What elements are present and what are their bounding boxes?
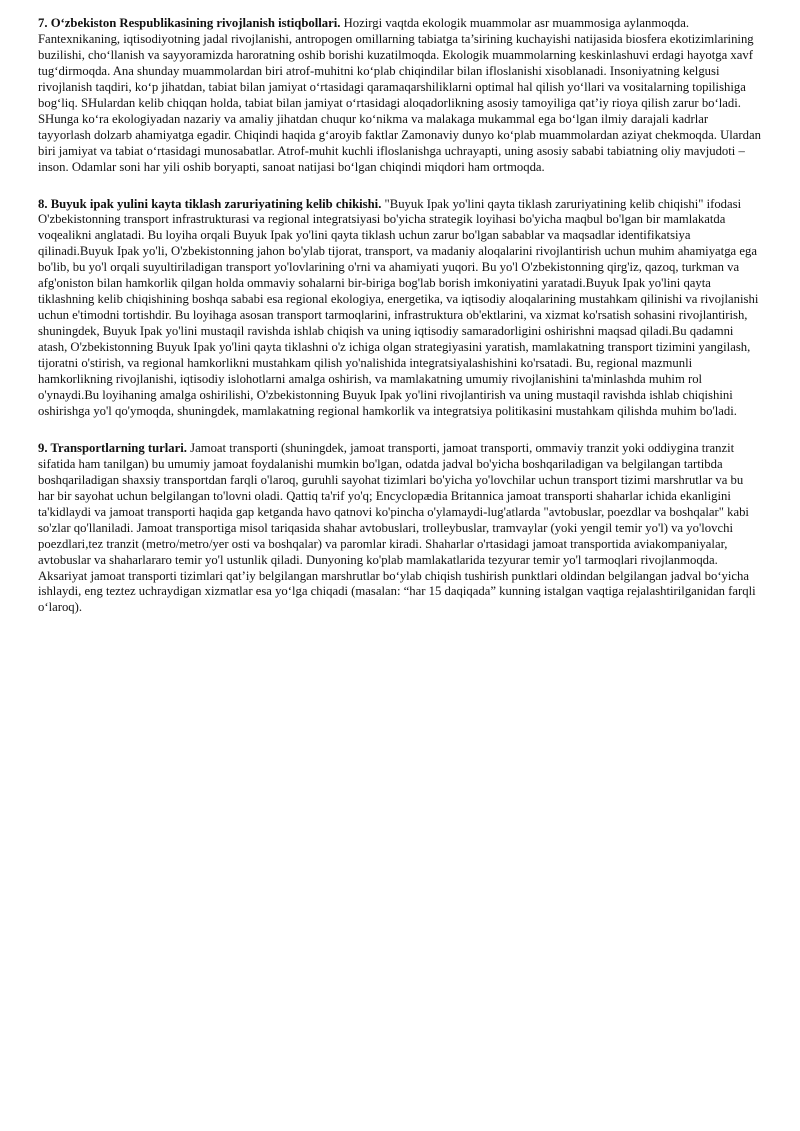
section-9-heading: 9. Transportlarning turlari. <box>38 440 191 455</box>
document-page <box>38 16 762 637</box>
section-7 <box>38 16 762 176</box>
section-8 <box>38 197 762 420</box>
section-7-heading: 7. O‘zbekiston Respublikasining rivojlanish istiqbollari. <box>38 16 344 30</box>
section-7-body: Hozirgi vaqtda ekologik muammolar asr muammosiga aylanmoqda. Fantexnikaning, iqtisodiyotning jadal rivojlanishi, antropogen omillarning tabiatga ta’sirining kuchayishi natijasida biosfera ekotizimlarining buzilishi, cho‘llanish va sayyoramizda haroratning oshib borishi kuzatilmoqda. Ekologik muammolarning keskinlashuvi erdagi hayotga xavf tug‘dirmoqda. Ana shunday muammolardan biri atrof-muhitni ko‘plab chiqindilar bilan ifloslanishi xisoblanadi. Insoniyatning kelgusi rivojlanish taqdiri, ko‘p jihatdan, tabiat bilan jamiyat o‘rtasidagi qaramaqarshiliklarni optimal hal qilish yo‘llari va vositalarning topilishiga bog‘liq. SHulardan kelib chiqqan holda, tabiat bilan jamiyat o‘rtasidagi aloqadorlikning asosiy tamoyiliga qat’iy rioya qilish zarur bo‘ladi. SHunga ko‘ra ekologiyadan nazariy va amaliy jihatdan chuqur ko‘nikma va malakaga mukammal ega bo‘lgan ilmiy darajali kadrlar tayyorlash dolzarb ahamiyatga egadir. Chiqindi haqida g‘aroyib faktlar Zamonaviy dunyo ko‘plab muammolardan aziyat chekmoqda. Ulardan biri jamiyat va tabiat o‘rtasidagi munosabatlar. Atrof-muhit kuchli ifloslanishga uchrayapti, uning asosiy sababi tabiatning oliy mavjudoti – inson. Odamlar soni har yili oshib boryapti, sanoat natijasi bo‘lgan chiqindi miqdori ham ortmoqda. <box>38 16 761 174</box>
section-9 <box>38 441 762 616</box>
section-8-heading: 8. Buyuk ipak yulini kayta tiklash zaruriyatining kelib chikishi. <box>38 196 385 211</box>
section-9-body: Jamoat transporti (shuningdek, jamoat transporti, jamoat transporti, ommaviy tranzit yoki oddiygina tranzit sifatida ham tanilgan) bu umumiy jamoat foydalanishi mumkin bo'lgan, odatda jadval bo'yicha boshqariladigan va belgilangan tartibda boshqariladigan shaxsiy transportdan farqli o'laroq, guruhli sayohat tizimlari bo'yicha yo'lovchilar uchun transport tizimi marshrutlar va bu har bir sayohat uchun belgilangan to'lovni oladi. Qattiq ta'rif yo'q; Encyclopædia Britannica jamoat transporti shaharlar ichida ekanligini ta'kidlaydi va jamoat transporti haqida gap ketganda havo qatnovi ko'pincha o'ylamaydi-lug'atlarda "avtobuslar, poezdlar va boshqalar" kabi so'zlar qo'llaniladi. Jamoat transportiga misol tariqasida shahar avtobuslari, trolleybuslar, tramvaylar (yoki yengil temir yo'l) va yo'lovchi poezdlari,tez tranzit (metro/metro/yer osti va boshqalar) va paromlar kiradi. Shaharlar o'rtasidagi jamoat transportida aviakompaniyalar, avtobuslar va shaharlararo temir yo'l ustunlik qiladi. Dunyoning ko'plab mamlakatlarida tezyurar temir yo'l tarmoqlari rivojlanmoqda. Aksariyat jamoat transporti tizimlari qat’iy belgilangan marshrutlar bo‘ylab chiqish tushirish punktlari oldindan belgilangan jadval bo‘yicha ishlaydi, eng teztez uchraydigan xizmatlar esa yo‘lga chiqadi (masalan: “har 15 daqiqada” kunning istalgan vaqtiga rejalashtirilganidan farqli o‘laroq). <box>38 440 756 615</box>
section-8-body: "Buyuk Ipak yo'lini qayta tiklash zaruriyatining kelib chiqishi" ifodasi O'zbekistonning transport infrastrukturasi va regional integratsiyasi bo'yicha strategik loyihasi bo'yicha maqbul bo'lgan bir mamlakatda voqealikni anglatadi. Bu loyiha orqali Buyuk Ipak yo'lini qayta tiklash uchun zarur bo'lgan sabablar va maqsadlar identifikatsiya qilinadi.Buyuk Ipak yo'li, O'zbekistonning jahon bo'ylab tijorat, transport, va madaniy aloqalarini rivojlantirish uchun muhim ahamiyatga ega bo'lib, bu yo'l orqali suyultiriladigan transport yo'lovlarining o'rni va ahamiyati yuqori. Bu yo'l O'zbekistonning qirg'iz, qazoq, turkman va afg'oniston bilan hamkorlik qilgan holda ommaviy sohalarni bir-biriga bog'lab borish imkoniyatini yaratadi.Buyuk Ipak yo'lini qayta tiklashning kelib chiqishining boshqa sababi esa regional ekologiya, energetika, va iqtisodiy aloqalarining mustahkam qilinishi va rivojlanishi uchun e'timodni tortishdir. Bu loyihaga asosan transport tarmoqlarini, infrastruktura ob'ektlarini, va xizmat ko'rsatish sohasini rivojlantirish, shuningdek, Buyuk Ipak yo'lini mustaqil ravishda ishlab chiqish va uning iqtisodiy samaradorligini oshirishni maqsad qiladi.Bu qadamni atash, O'zbekistonning Buyuk Ipak yo'lini qayta tiklashni o'z ichiga olgan strategiyasini yaratish, mamlakatning transport tizimini yangilash, tijoratni o'stirish, va regional hamkorlikni mustahkam qilish yo'nalishida integratsiyalashishini ko'rsatadi. Bu, regional mazmunli hamkorlikning rivojlanishi, iqtisodiy islohotlarni amalga oshirish, va mamlakatning umumiy rivojlanishini ta'minlashda muhim rol o'ynaydi.Bu loyihaning amalga oshirilishi, O'zbekistonning Buyuk Ipak yo'lini rivojlantirish va uning mustaqil ravishda ishlab chiqishini oshirishga yo'l qo'ymoqda, shuningdek, mamlakatning regional hamkorlik va integratsiya politikasini mustahkam qilishda muhim bo'ladi. <box>38 196 759 418</box>
